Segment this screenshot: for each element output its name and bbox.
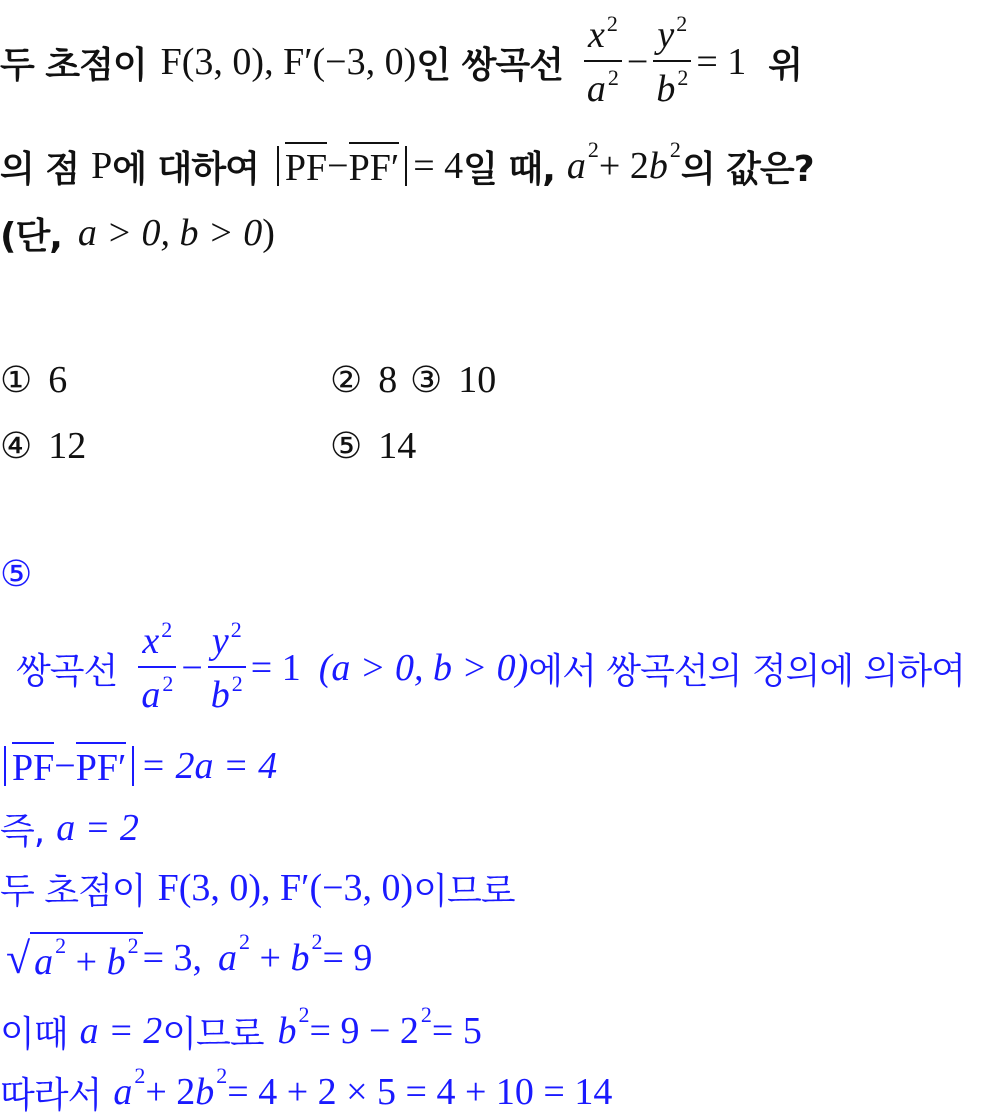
abs-bar-right — [405, 146, 407, 186]
fraction-x2-a2: $\frac{x^2}{a^2}$ — [137, 622, 177, 714]
solution-text: 쌍곡선 — [16, 650, 118, 692]
option-value: 14 — [378, 425, 417, 467]
option-4[interactable] — [0, 424, 86, 468]
question-text: 의 값은? — [680, 148, 814, 190]
option-mark: ⑤ — [330, 425, 363, 467]
condition-math: a > 0, b > 0 — [77, 212, 263, 254]
solution-text: 즉, — [0, 810, 45, 852]
question-text: 의 점 — [0, 148, 80, 190]
foci-math: F(3, 0), F′(−3, 0) — [157, 867, 414, 909]
option-3[interactable] — [410, 358, 496, 402]
solution-math: = 2a = 4 — [140, 745, 278, 787]
question-text: 에 대하여 — [112, 148, 259, 190]
question-line-3 — [0, 208, 275, 258]
fraction-y2-b2: $\frac{y^2}{b^2}$ — [207, 622, 247, 714]
option-value: 6 — [48, 359, 68, 401]
equals-one: = 1 — [696, 41, 747, 83]
square-root: √ a 2 + b 2 — [6, 932, 143, 984]
solution-line-2 — [0, 740, 277, 792]
question-text: 일 때, — [463, 148, 555, 190]
solution-math: = 9 — [322, 937, 373, 979]
abs-bar-right — [132, 746, 134, 786]
solution-math: = 5 — [431, 1010, 482, 1052]
segment-pf: PF — [285, 142, 327, 190]
foci-math: F(3, 0), F′(−3, 0) — [160, 41, 417, 83]
question-line-2: 의 점 P 에 대하여 PF − PF′ = 4 일 때, a 2 + 2 b 2 의 값은? — [0, 137, 814, 190]
solution-math: = 9 − 2 — [309, 1010, 419, 1052]
condition-close: ) — [262, 212, 275, 254]
condition-math: (a > 0, b > 0) — [318, 647, 529, 689]
solution-text: 이므로 — [413, 870, 515, 912]
question-line-1 — [0, 11, 803, 110]
question-text: 위 — [768, 44, 803, 86]
answer-circle: ⑤ — [0, 554, 33, 595]
solution-line-4 — [0, 864, 515, 912]
plus-two: + 2 — [145, 1071, 196, 1113]
option-value: 12 — [48, 425, 87, 467]
var-b: b — [277, 1010, 297, 1052]
var-a: a — [218, 937, 238, 979]
option-mark: ③ — [410, 359, 443, 401]
solution-text: 이므로 — [162, 1013, 264, 1055]
var-a: a — [566, 145, 586, 187]
abs-bar-left — [277, 146, 279, 186]
solution-math: = 3, — [142, 937, 203, 979]
segment-pf-prime: PF′ — [76, 742, 127, 790]
abs-bar-left — [4, 746, 6, 786]
minus-sign: − — [327, 145, 349, 187]
minus-sign: − — [54, 745, 76, 787]
var-b: b — [648, 145, 668, 187]
plus-two: + 2 — [598, 145, 649, 187]
solution-line-7: 따라서 a 2 + 2 b 2 = 4 + 2 × 5 = 4 + 10 = 14 — [0, 1063, 613, 1116]
minus-sign: − — [181, 647, 203, 689]
equals-one: = 1 — [250, 647, 301, 689]
solution-line-3 — [0, 804, 139, 852]
point-p: P — [91, 145, 113, 187]
equals-four: = 4 — [413, 145, 464, 187]
solution-text: 따라서 — [0, 1074, 102, 1116]
solution-math: a = 2 — [79, 1010, 163, 1052]
minus-sign: − — [626, 41, 649, 83]
solution-text: 두 초점이 — [0, 870, 146, 912]
fraction-x2-a2: $\frac{x^2}{a^2}$ — [583, 16, 623, 108]
segment-pf-prime: PF′ — [349, 142, 400, 190]
solution-text: 에서 쌍곡선의 정의에 의하여 — [528, 650, 965, 692]
solution-math: = 4 + 2 × 5 = 4 + 10 = 14 — [227, 1071, 613, 1113]
option-1[interactable] — [0, 358, 67, 402]
question-text: 두 초점이 — [0, 44, 147, 86]
condition-open: (단, — [0, 215, 62, 257]
option-mark: ④ — [0, 425, 33, 467]
solution-line-1 — [0, 618, 965, 718]
option-mark: ① — [0, 359, 33, 401]
var-b: b — [195, 1071, 215, 1113]
segment-pf: PF — [12, 742, 54, 790]
solution-line-6: 이때 a = 2 이므로 b 2 = 9 − 2 2 = 5 — [0, 1002, 482, 1055]
option-2[interactable] — [330, 358, 397, 402]
question-text: 인 쌍곡선 — [416, 44, 563, 86]
var-a: a — [113, 1071, 133, 1113]
solution-text: 이때 — [0, 1013, 68, 1055]
solution-math: a = 2 — [56, 807, 139, 849]
option-5[interactable] — [330, 424, 416, 468]
fraction-y2-b2: $\frac{y^2}{b^2}$ — [652, 16, 692, 108]
option-value: 10 — [458, 359, 497, 401]
option-value: 8 — [378, 359, 398, 401]
solution-line-5: √ a 2 + b 2 = 3, a 2 + b 2 = 9 — [6, 929, 373, 983]
var-b: b — [290, 937, 310, 979]
option-mark: ② — [330, 359, 363, 401]
answer-mark — [0, 554, 48, 595]
